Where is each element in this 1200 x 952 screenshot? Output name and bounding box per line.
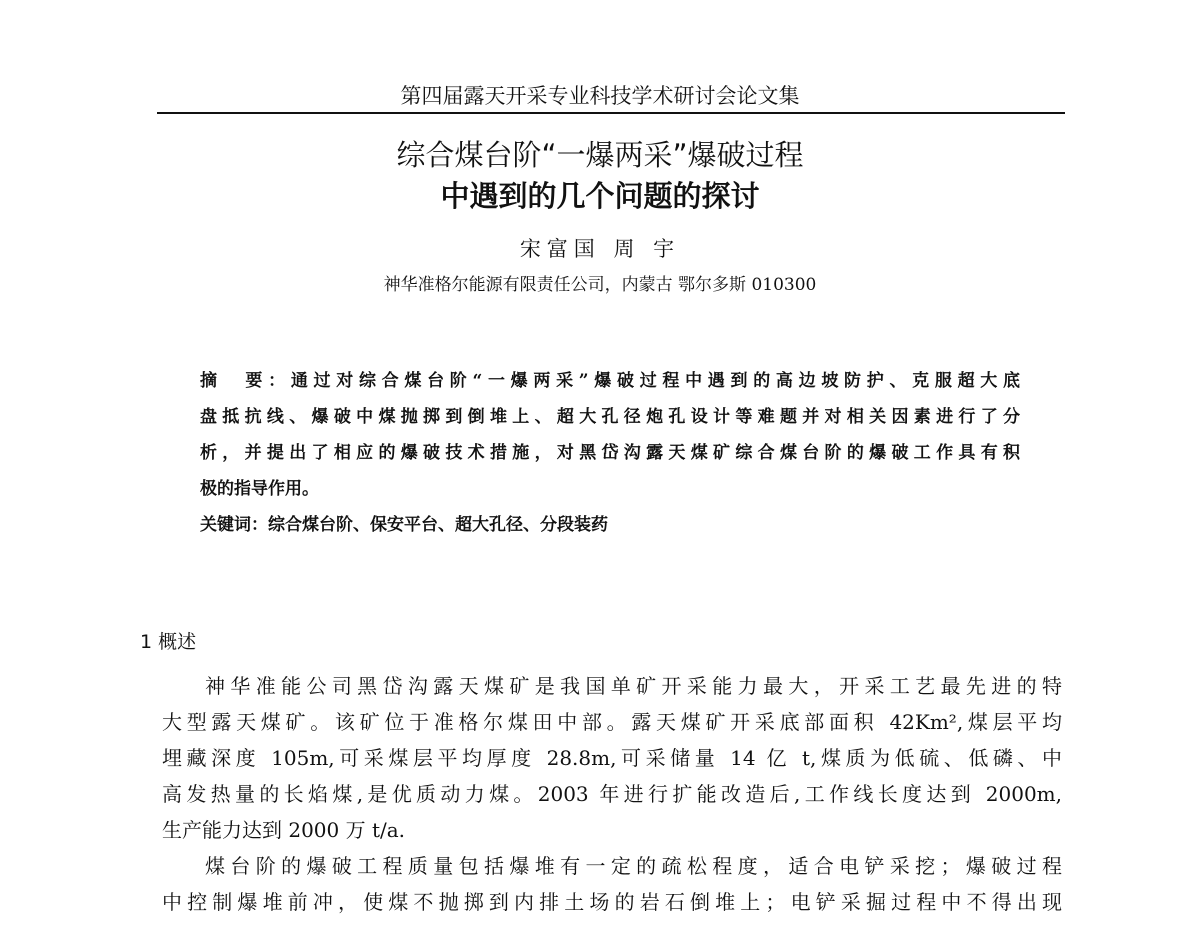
body-line: 大型露天煤矿。该矿位于准格尔煤田中部。露天煤矿开采底部面积 42Km²,煤层平均 (162, 710, 1062, 734)
body-line: 神华准能公司黑岱沟露天煤矿是我国单矿开采能力最大，开采工艺最先进的特 (205, 674, 1062, 698)
body-line: 中控制爆堆前冲，使煤不抛掷到内排土场的岩石倒堆上；电铲采掘过程中不得出现 (162, 890, 1062, 914)
abstract-line: 极的指导作用。 (200, 479, 319, 499)
section-heading: 1 概述 (140, 631, 197, 653)
body-line: 生产能力达到 2000 万 t/a. (162, 818, 406, 842)
running-header: 第四届露天开采专业科技学术研讨会论文集 (400, 84, 800, 108)
abstract-line: 析，并提出了相应的爆破技术措施，对黑岱沟露天煤矿综合煤台阶的爆破工作具有积 (200, 443, 1020, 463)
paper-title-line-1: 综合煤台阶“一爆两采”爆破过程 (396, 138, 804, 172)
paper-title-line-2: 中遇到的几个问题的探讨 (440, 179, 760, 213)
abstract-line: 摘 要：通过对综合煤台阶“一爆两采”爆破过程中遇到的高边坡防护、克服超大底 (200, 371, 1020, 391)
body-line: 煤台阶的爆破工程质量包括爆堆有一定的疏松程度，适合电铲采挖；爆破过程 (205, 854, 1062, 878)
authors: 宋富国 周 宇 (519, 237, 681, 261)
body-line: 高发热量的长焰煤,是优质动力煤。2003 年进行扩能改造后,工作线长度达到 2000m, (162, 782, 1062, 806)
keywords: 关键词：综合煤台阶、保安平台、超大孔径、分段装药 (200, 515, 608, 535)
abstract-line: 盘抵抗线、爆破中煤抛掷到倒堆上、超大孔径炮孔设计等难题并对相关因素进行了分 (200, 407, 1020, 427)
header-rule (157, 112, 1065, 114)
body-line: 埋藏深度 105m,可采煤层平均厚度 28.8m,可采储量 14 亿 t,煤质为低硫、低磷、中 (162, 746, 1062, 770)
affiliation: 神华准格尔能源有限责任公司，内蒙古 鄂尔多斯 010300 (383, 275, 817, 295)
